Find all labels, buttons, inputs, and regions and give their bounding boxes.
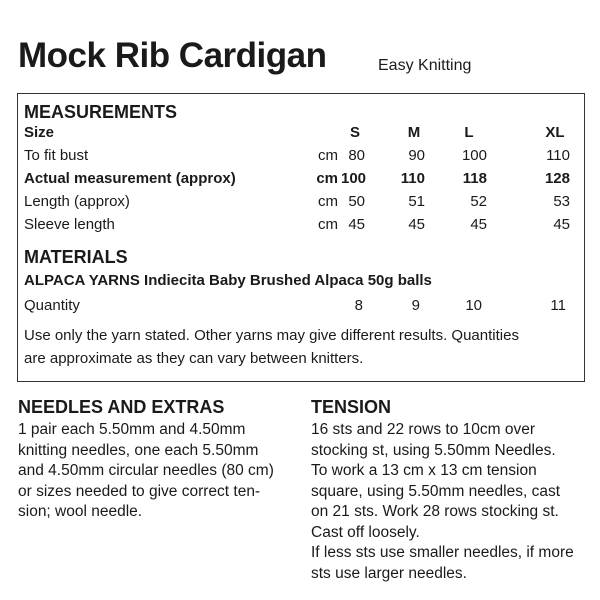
tension-line: If less sts use smaller needles, if more [311, 544, 574, 561]
tension-line: square, using 5.50mm needles, cast [311, 482, 560, 500]
measurement-row [24, 170, 574, 190]
measurement-unit: cm [318, 147, 338, 164]
quantity-row [24, 297, 574, 317]
measurement-row [24, 147, 574, 167]
needles-text [18, 420, 274, 523]
measurement-label: To fit bust [24, 147, 89, 164]
tension-heading: TENSION [311, 397, 392, 417]
measurement-row [24, 216, 574, 236]
page-subtitle: Easy Knitting [378, 57, 472, 74]
tension-line: sts use larger needles. [311, 564, 467, 582]
measurement-value: 52 [470, 193, 487, 210]
size-m: M [407, 124, 421, 141]
needles-line: sion; wool needle. [18, 503, 143, 520]
needles-heading: NEEDLES AND EXTRAS [18, 397, 225, 417]
measurement-label: Length (approx) [24, 193, 130, 210]
tension-line: 16 sts and 22 rows to 10cm over [311, 421, 536, 438]
size-l: L [464, 124, 474, 141]
measurement-value: 45 [408, 216, 425, 233]
measurement-row [24, 193, 574, 213]
measurement-value: 50 [348, 193, 365, 210]
materials-heading: MATERIALS [24, 247, 128, 267]
measurements-heading: MEASUREMENTS [24, 102, 178, 122]
measurement-value: 110 [400, 170, 425, 187]
page-title: Mock Rib Cardigan [18, 36, 327, 75]
needles-line: and 4.50mm circular needles (80 cm) [18, 462, 274, 479]
measurement-value: 45 [553, 216, 570, 233]
measurement-value: 45 [348, 216, 365, 233]
measurement-value: 110 [546, 147, 570, 164]
measurement-value: 53 [553, 193, 570, 210]
note-line: are approximate as they can vary between knitters. [24, 350, 364, 367]
quantity-xl: 11 [550, 297, 566, 314]
measurement-unit: cm [318, 193, 338, 210]
needles-line: knitting needles, one each 5.50mm [18, 441, 259, 459]
quantity-m: 9 [411, 297, 420, 314]
note-line: Use only the yarn stated. Other yarns may give different results. Quantities [24, 327, 519, 344]
measurement-unit: cm [318, 216, 338, 233]
tension-line: To work a 13 cm x 13 cm tension [311, 462, 537, 479]
measurement-value: 45 [470, 216, 487, 233]
tension-line: Cast off loosely. [311, 523, 420, 541]
tension-text [311, 420, 574, 584]
size-xl: XL [545, 124, 565, 141]
measurement-value: 100 [461, 147, 487, 164]
tension-line: stocking st, using 5.50mm Needles. [311, 441, 556, 459]
measurement-unit: cm [316, 170, 338, 187]
yarn-description: ALPACA YARNS Indiecita Baby Brushed Alpaca 50g balls [24, 272, 432, 289]
needles-line: 1 pair each 5.50mm and 4.50mm [18, 421, 246, 438]
quantity-label: Quantity [24, 297, 80, 314]
size-header-row [24, 124, 574, 144]
quantity-l: 10 [465, 297, 482, 314]
measurement-value: 118 [462, 170, 487, 187]
measurement-value: 51 [408, 193, 425, 210]
tension-line: on 21 sts. Work 28 rows stocking st. [311, 503, 559, 520]
measurement-value: 128 [544, 170, 570, 187]
size-s: S [349, 124, 360, 141]
measurement-label: Sleeve length [24, 216, 115, 233]
quantity-s: 8 [354, 297, 363, 314]
needles-line: or sizes needed to give correct ten- [18, 482, 261, 500]
measurement-value: 80 [348, 147, 365, 164]
measurement-label: Actual measurement (approx) [24, 170, 236, 187]
measurement-value: 90 [408, 147, 425, 164]
measurement-value: 100 [341, 170, 367, 187]
yarn-note [24, 324, 519, 370]
size-label: Size [24, 124, 55, 141]
